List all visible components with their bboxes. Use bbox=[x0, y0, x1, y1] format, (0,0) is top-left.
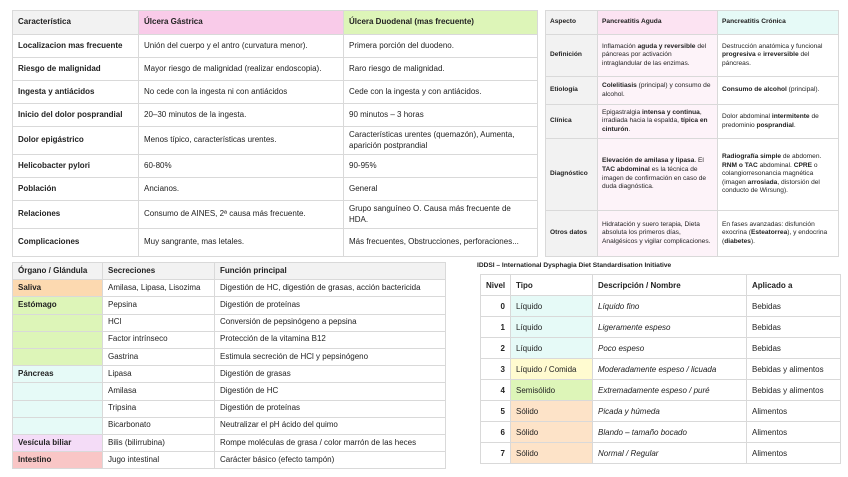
iddsi-level-cell: 1 bbox=[481, 317, 511, 338]
organ-cell bbox=[13, 383, 103, 400]
iddsi-header-level: Nivel bbox=[481, 275, 511, 296]
table-row bbox=[481, 359, 841, 380]
ulcer-duodenal-cell: Más frecuentes, Obstrucciones, perforaciones... bbox=[344, 229, 538, 257]
function-cell: Rompe moléculas de grasa / color marrón de las heces bbox=[215, 434, 446, 451]
ulcer-gastric-cell: Consumo de AINES, 2ª causa más frecuente. bbox=[139, 201, 344, 229]
table-row bbox=[13, 104, 538, 127]
iddsi-applied-cell: Alimentos bbox=[747, 401, 841, 422]
iddsi-level-cell: 3 bbox=[481, 359, 511, 380]
ulcer-feature: Ingesta y antiácidos bbox=[13, 81, 139, 104]
organs-header-secretion: Secreciones bbox=[103, 263, 215, 280]
pancreatitis-chronic-cell: Destrucción anatómica y funcional progresiva e irreversible del páncreas. bbox=[718, 35, 839, 77]
table-row bbox=[13, 314, 446, 331]
iddsi-table bbox=[480, 274, 841, 464]
iddsi-level-cell: 5 bbox=[481, 401, 511, 422]
pancreatitis-aspect: Definición bbox=[546, 35, 598, 77]
iddsi-type-cell: Líquido bbox=[511, 338, 593, 359]
pancreatitis-acute-cell: Inflamación aguda y reversible del páncreas por activación intraglandular de las enzimas. bbox=[598, 35, 718, 77]
ulcer-feature: Riesgo de malignidad bbox=[13, 58, 139, 81]
organs-header-function: Función principal bbox=[215, 263, 446, 280]
function-cell: Estimula secreción de HCl y pepsinógeno bbox=[215, 348, 446, 365]
ulcer-feature: Relaciones bbox=[13, 201, 139, 229]
ulcer-duodenal-cell: Primera porción del duodeno. bbox=[344, 35, 538, 58]
table-row bbox=[546, 77, 839, 105]
ulcer-header-row bbox=[13, 11, 538, 35]
table-row bbox=[481, 296, 841, 317]
organ-cell: Páncreas bbox=[13, 366, 103, 383]
iddsi-desc-cell: Extremadamente espeso / puré bbox=[593, 380, 747, 401]
table-row bbox=[13, 178, 538, 201]
ulcer-feature: Complicaciones bbox=[13, 229, 139, 257]
table-row bbox=[13, 297, 446, 314]
iddsi-type-cell: Sólido bbox=[511, 401, 593, 422]
ulcer-gastric-cell: Unión del cuerpo y el antro (curvatura menor). bbox=[139, 35, 344, 58]
ulcer-header-feature: Característica bbox=[13, 11, 139, 35]
iddsi-desc-cell: Moderadamente espeso / licuada bbox=[593, 359, 747, 380]
ulcer-duodenal-cell: Grupo sanguíneo O. Causa más frecuente de HDA. bbox=[344, 201, 538, 229]
pancreatitis-aspect: Diagnóstico bbox=[546, 139, 598, 211]
table-row bbox=[13, 417, 446, 434]
secretion-cell: Pepsina bbox=[103, 297, 215, 314]
function-cell: Digestión de proteínas bbox=[215, 297, 446, 314]
iddsi-desc-cell: Blando – tamaño bocado bbox=[593, 422, 747, 443]
iddsi-applied-cell: Bebidas bbox=[747, 296, 841, 317]
iddsi-header-type: Tipo bbox=[511, 275, 593, 296]
table-row bbox=[13, 348, 446, 365]
ulcer-gastric-cell: Menos típico, características urentes. bbox=[139, 127, 344, 155]
ulcer-duodenal-cell: Raro riesgo de malignidad. bbox=[344, 58, 538, 81]
table-row bbox=[546, 139, 839, 211]
organs-table bbox=[12, 262, 446, 469]
iddsi-level-cell: 6 bbox=[481, 422, 511, 443]
pancreatitis-aspect: Clínica bbox=[546, 105, 598, 139]
ulcer-gastric-cell: Mayor riesgo de malignidad (realizar endoscopia). bbox=[139, 58, 344, 81]
pancreatitis-chronic-cell: En fases avanzadas: disfunción exocrina (Esteatorrea), y endocrina (diabetes). bbox=[718, 211, 839, 257]
function-cell: Digestión de HC bbox=[215, 383, 446, 400]
secretion-cell: Gastrina bbox=[103, 348, 215, 365]
organs-header-organ: Órgano / Glándula bbox=[13, 263, 103, 280]
table-row bbox=[13, 452, 446, 469]
iddsi-desc-cell: Poco espeso bbox=[593, 338, 747, 359]
iddsi-level-cell: 4 bbox=[481, 380, 511, 401]
pancreatitis-acute-cell: Epigastralgia intensa y continua, irradiada hacia la espalda, típica en cinturón. bbox=[598, 105, 718, 139]
ulcer-duodenal-cell: Características urentes (quemazón), Aumenta, aparición postprandial bbox=[344, 127, 538, 155]
pancreatitis-chronic-cell: Radiografía simple de abdomen. RNM o TAC abdominal. CPRE o colangiorresonancia magnética (imagen arrosiada, distorsión del conducto de Wirsung). bbox=[718, 139, 839, 211]
function-cell: Conversión de pepsinógeno a pepsina bbox=[215, 314, 446, 331]
pancreatitis-table bbox=[545, 10, 839, 257]
ulcer-header-duodenal: Úlcera Duodenal (mas frecuente) bbox=[344, 11, 538, 35]
iddsi-applied-cell: Bebidas y alimentos bbox=[747, 380, 841, 401]
secretion-cell: Amilasa, Lipasa, Lisozima bbox=[103, 280, 215, 297]
pancreatitis-acute-cell: Colelitiasis (principal) y consumo de alcohol. bbox=[598, 77, 718, 105]
table-row bbox=[13, 35, 538, 58]
ulcer-gastric-cell: Muy sangrante, mas letales. bbox=[139, 229, 344, 257]
secretion-cell: Bicarbonato bbox=[103, 417, 215, 434]
function-cell: Carácter básico (efecto tampón) bbox=[215, 452, 446, 469]
iddsi-desc-cell: Normal / Regular bbox=[593, 443, 747, 464]
secretion-cell: Jugo intestinal bbox=[103, 452, 215, 469]
pancreatitis-header-aspect: Aspecto bbox=[546, 11, 598, 35]
iddsi-applied-cell: Bebidas bbox=[747, 338, 841, 359]
iddsi-desc-cell: Picada y húmeda bbox=[593, 401, 747, 422]
ulcer-duodenal-cell: 90-95% bbox=[344, 155, 538, 178]
iddsi-level-cell: 0 bbox=[481, 296, 511, 317]
pancreatitis-header-chronic: Pancreatitis Crónica bbox=[718, 11, 839, 35]
ulcer-duodenal-cell: 90 minutos – 3 horas bbox=[344, 104, 538, 127]
organ-cell bbox=[13, 331, 103, 348]
secretion-cell: Bilis (bilirrubina) bbox=[103, 434, 215, 451]
iddsi-title: IDDSI – International Dysphagia Diet Standardisation Initiative bbox=[477, 262, 672, 269]
iddsi-type-cell: Líquido bbox=[511, 317, 593, 338]
table-row bbox=[13, 400, 446, 417]
organ-cell bbox=[13, 314, 103, 331]
ulcer-gastric-cell: 60-80% bbox=[139, 155, 344, 178]
iddsi-type-cell: Semisólido bbox=[511, 380, 593, 401]
table-row bbox=[13, 58, 538, 81]
ulcer-gastric-cell: No cede con la ingesta ni con antiácidos bbox=[139, 81, 344, 104]
organ-cell: Intestino bbox=[13, 452, 103, 469]
table-row bbox=[546, 105, 839, 139]
ulcer-comparison-table bbox=[12, 10, 538, 257]
pancreatitis-aspect: Etiología bbox=[546, 77, 598, 105]
secretion-cell: HCl bbox=[103, 314, 215, 331]
iddsi-applied-cell: Alimentos bbox=[747, 443, 841, 464]
table-row bbox=[13, 366, 446, 383]
function-cell: Digestión de HC, digestión de grasas, acción bactericida bbox=[215, 280, 446, 297]
pancreatitis-aspect: Otros datos bbox=[546, 211, 598, 257]
ulcer-feature: Dolor epigástrico bbox=[13, 127, 139, 155]
table-row bbox=[481, 380, 841, 401]
table-row bbox=[546, 211, 839, 257]
table-row bbox=[13, 434, 446, 451]
ulcer-feature: Inicio del dolor posprandial bbox=[13, 104, 139, 127]
organs-header-row bbox=[13, 263, 446, 280]
iddsi-desc-cell: Ligeramente espeso bbox=[593, 317, 747, 338]
ulcer-gastric-cell: 20–30 minutos de la ingesta. bbox=[139, 104, 344, 127]
iddsi-type-cell: Sólido bbox=[511, 422, 593, 443]
table-row bbox=[13, 331, 446, 348]
iddsi-desc-cell: Líquido fino bbox=[593, 296, 747, 317]
table-row bbox=[13, 280, 446, 297]
iddsi-header-desc: Descripción / Nombre bbox=[593, 275, 747, 296]
pancreatitis-chronic-cell: Dolor abdominal intermitente de predominio posprandial. bbox=[718, 105, 839, 139]
ulcer-feature: Población bbox=[13, 178, 139, 201]
iddsi-level-cell: 2 bbox=[481, 338, 511, 359]
pancreatitis-acute-cell: Elevación de amilasa y lipasa. El TAC abdominal es la técnica de imagen de confirmación en caso de duda diagnóstica. bbox=[598, 139, 718, 211]
function-cell: Protección de la vitamina B12 bbox=[215, 331, 446, 348]
pancreatitis-header-row bbox=[546, 11, 839, 35]
iddsi-type-cell: Líquido bbox=[511, 296, 593, 317]
ulcer-duodenal-cell: General bbox=[344, 178, 538, 201]
table-row bbox=[481, 401, 841, 422]
table-row bbox=[13, 383, 446, 400]
ulcer-feature: Localizacion mas frecuente bbox=[13, 35, 139, 58]
table-row bbox=[13, 127, 538, 155]
table-row bbox=[481, 338, 841, 359]
function-cell: Digestión de grasas bbox=[215, 366, 446, 383]
secretion-cell: Tripsina bbox=[103, 400, 215, 417]
iddsi-level-cell: 7 bbox=[481, 443, 511, 464]
iddsi-header-applied: Aplicado a bbox=[747, 275, 841, 296]
secretion-cell: Lipasa bbox=[103, 366, 215, 383]
iddsi-applied-cell: Alimentos bbox=[747, 422, 841, 443]
secretion-cell: Factor intrínseco bbox=[103, 331, 215, 348]
table-row bbox=[481, 317, 841, 338]
secretion-cell: Amilasa bbox=[103, 383, 215, 400]
table-row bbox=[13, 155, 538, 178]
iddsi-applied-cell: Bebidas y alimentos bbox=[747, 359, 841, 380]
iddsi-type-cell: Sólido bbox=[511, 443, 593, 464]
organ-cell: Vesícula biliar bbox=[13, 434, 103, 451]
table-row bbox=[481, 443, 841, 464]
pancreatitis-acute-cell: Hidratación y suero terapia, Dieta absoluta los primeros días, Analgésicos y vigilar complicaciones. bbox=[598, 211, 718, 257]
organ-cell: Saliva bbox=[13, 280, 103, 297]
organ-cell bbox=[13, 417, 103, 434]
table-row bbox=[546, 35, 839, 77]
iddsi-type-cell: Líquido / Comida bbox=[511, 359, 593, 380]
organ-cell bbox=[13, 348, 103, 365]
organ-cell bbox=[13, 400, 103, 417]
table-row bbox=[13, 201, 538, 229]
pancreatitis-header-acute: Pancreatitis Aguda bbox=[598, 11, 718, 35]
table-row bbox=[13, 81, 538, 104]
ulcer-duodenal-cell: Cede con la ingesta y con antiácidos. bbox=[344, 81, 538, 104]
function-cell: Neutralizar el pH ácido del quimo bbox=[215, 417, 446, 434]
function-cell: Digestión de proteínas bbox=[215, 400, 446, 417]
iddsi-applied-cell: Bebidas bbox=[747, 317, 841, 338]
pancreatitis-chronic-cell: Consumo de alcohol (principal). bbox=[718, 77, 839, 105]
table-row bbox=[13, 229, 538, 257]
iddsi-header-row bbox=[481, 275, 841, 296]
ulcer-feature: Helicobacter pylori bbox=[13, 155, 139, 178]
ulcer-header-gastric: Úlcera Gástrica bbox=[139, 11, 344, 35]
ulcer-gastric-cell: Ancianos. bbox=[139, 178, 344, 201]
table-row bbox=[481, 422, 841, 443]
organ-cell: Estómago bbox=[13, 297, 103, 314]
